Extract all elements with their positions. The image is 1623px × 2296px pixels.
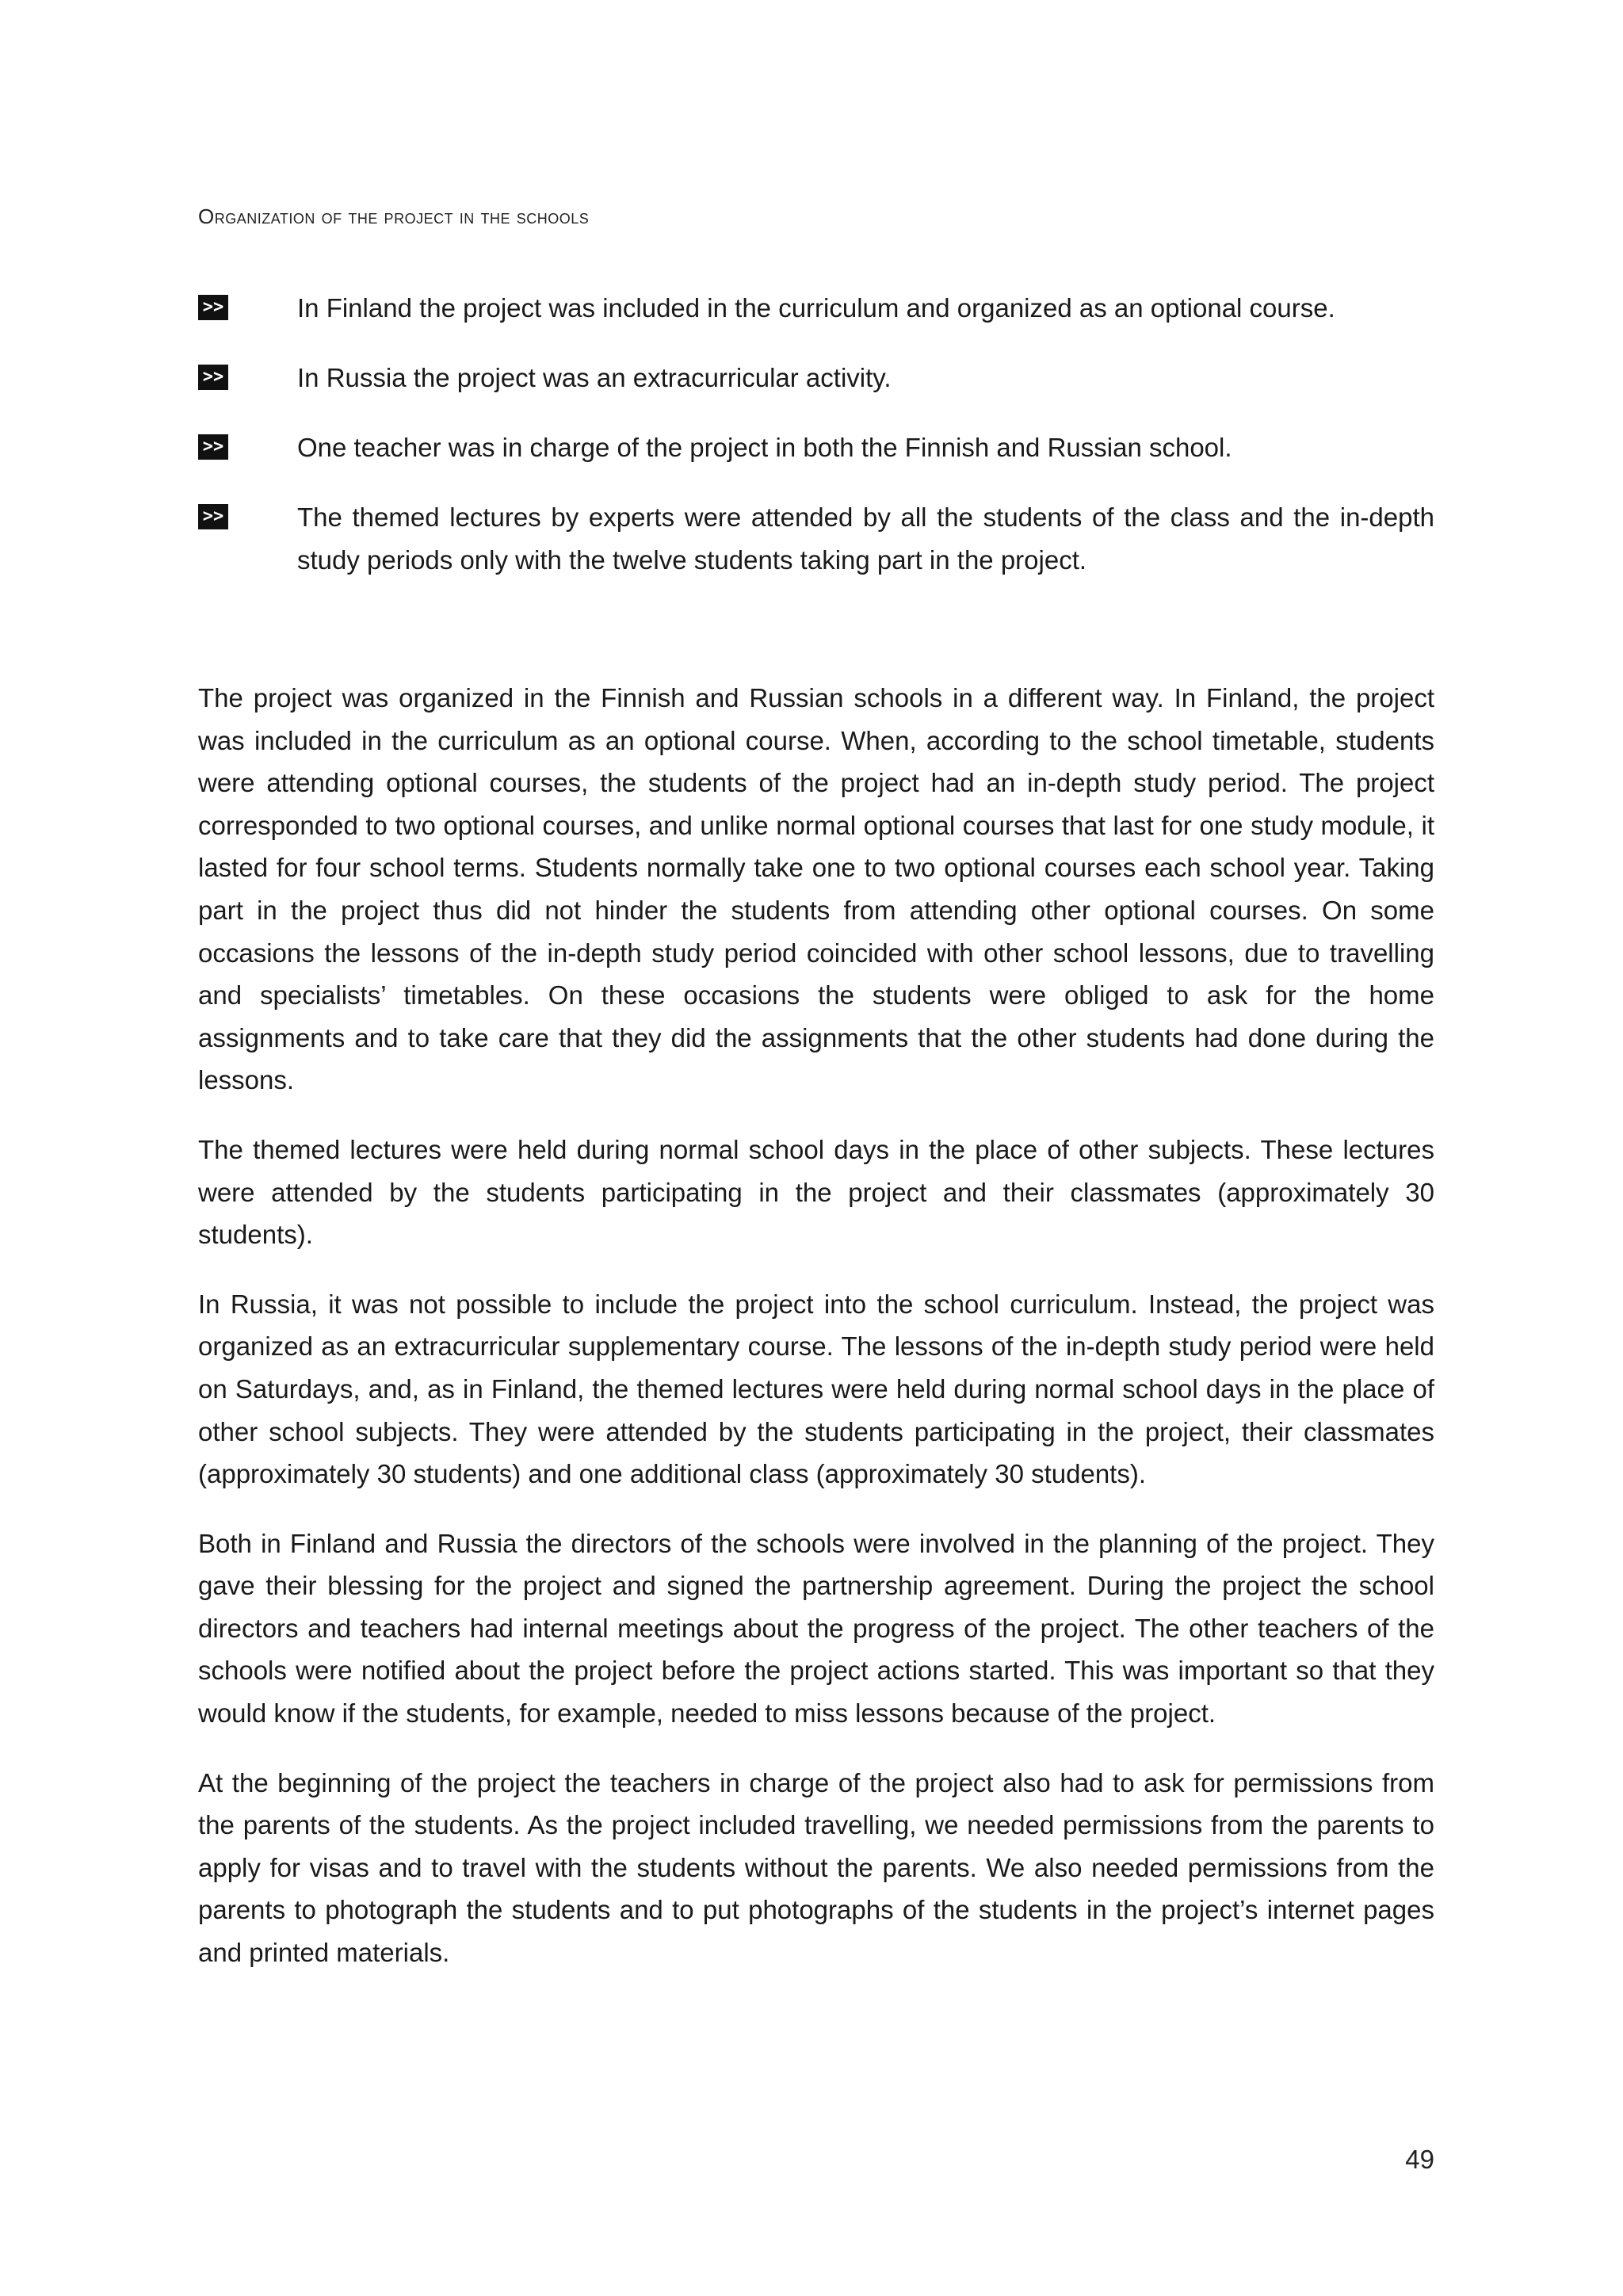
bullet-list [198,287,1434,609]
bullet-item [198,287,1434,330]
body-text [198,677,1434,2001]
bullet-text: In Finland the project was included in the curriculum and organized as an optional course. [297,293,1335,323]
section-heading: Organization of the project in the schools [198,204,590,228]
page-number: 49 [1405,2145,1434,2174]
paragraph: The themed lectures were held during normal school days in the place of other subjects. These lectures were attended by the students participating in the project and their classmates (approximately 30 students). [198,1134,1434,1250]
bullet-text: In Russia the project was an extracurricular activity. [297,363,892,392]
bullet-text: One teacher was in charge of the project in both the Finnish and Russian school. [297,433,1232,462]
paragraph: Both in Finland and Russia the directors of the schools were involved in the planning of the project. They gave their blessing for the project and signed the partnership agreement. During the project the school directors and teachers had internal meetings about the progress of the project. The other teachers of the schools were notified about the project before the project actions started. This was important so that they would know if the students, for example, needed to miss lessons because of the project. [198,1528,1434,1729]
paragraph: At the beginning of the project the teachers in charge of the project also had to ask for permissions from the parents of the students. As the project included travelling, we needed permissions from the parents to apply for visas and to travel with the students without the parents. We also needed permissions from the parents to photograph the students and to put photographs of the students in the project’s internet pages and printed materials. [198,1767,1434,1968]
bullet-item [198,426,1434,469]
bullet-item [198,496,1434,582]
bullet-text: The themed lectures by experts were attended by all the students of the class and the in-depth study periods only with the twelve students taking part in the project. [297,502,1434,575]
bullet-marker-icon: >> [198,504,228,529]
bullet-marker-icon: >> [198,295,228,320]
bullet-marker-icon: >> [198,365,228,390]
paragraph: The project was organized in the Finnish and Russian schools in a different way. In Finland, the project was included in the curriculum as an optional course. When, according to the school timetable, students were attending optional courses, the students of the project had an in-depth study period. The project corresponded to two optional courses, and unlike normal optional courses that last for one study module, it lasted for four school terms. Students normally take one to two optional courses each school year. Taking part in the project thus did not hinder the students from attending other optional courses. On some occasions the lessons of the in-depth study period coincided with other school lessons, due to travelling and specialists’ timetables. On these occasions the students were obliged to ask for the home assignments and to take care that they did the assignments that the other students had done during the lessons. [198,683,1434,1095]
bullet-item [198,357,1434,399]
paragraph: In Russia, it was not possible to include the project into the school curriculum. Instead, the project was organized as an extracurricular supplementary course. The lessons of the in-depth study period were held on Saturdays, and, as in Finland, the themed lectures were held during normal school days in the place of other school subjects. They were attended by the students participating in the project, their classmates (approximately 30 students) and one additional class (approximately 30 students). [198,1289,1434,1489]
bullet-marker-icon: >> [198,434,228,460]
